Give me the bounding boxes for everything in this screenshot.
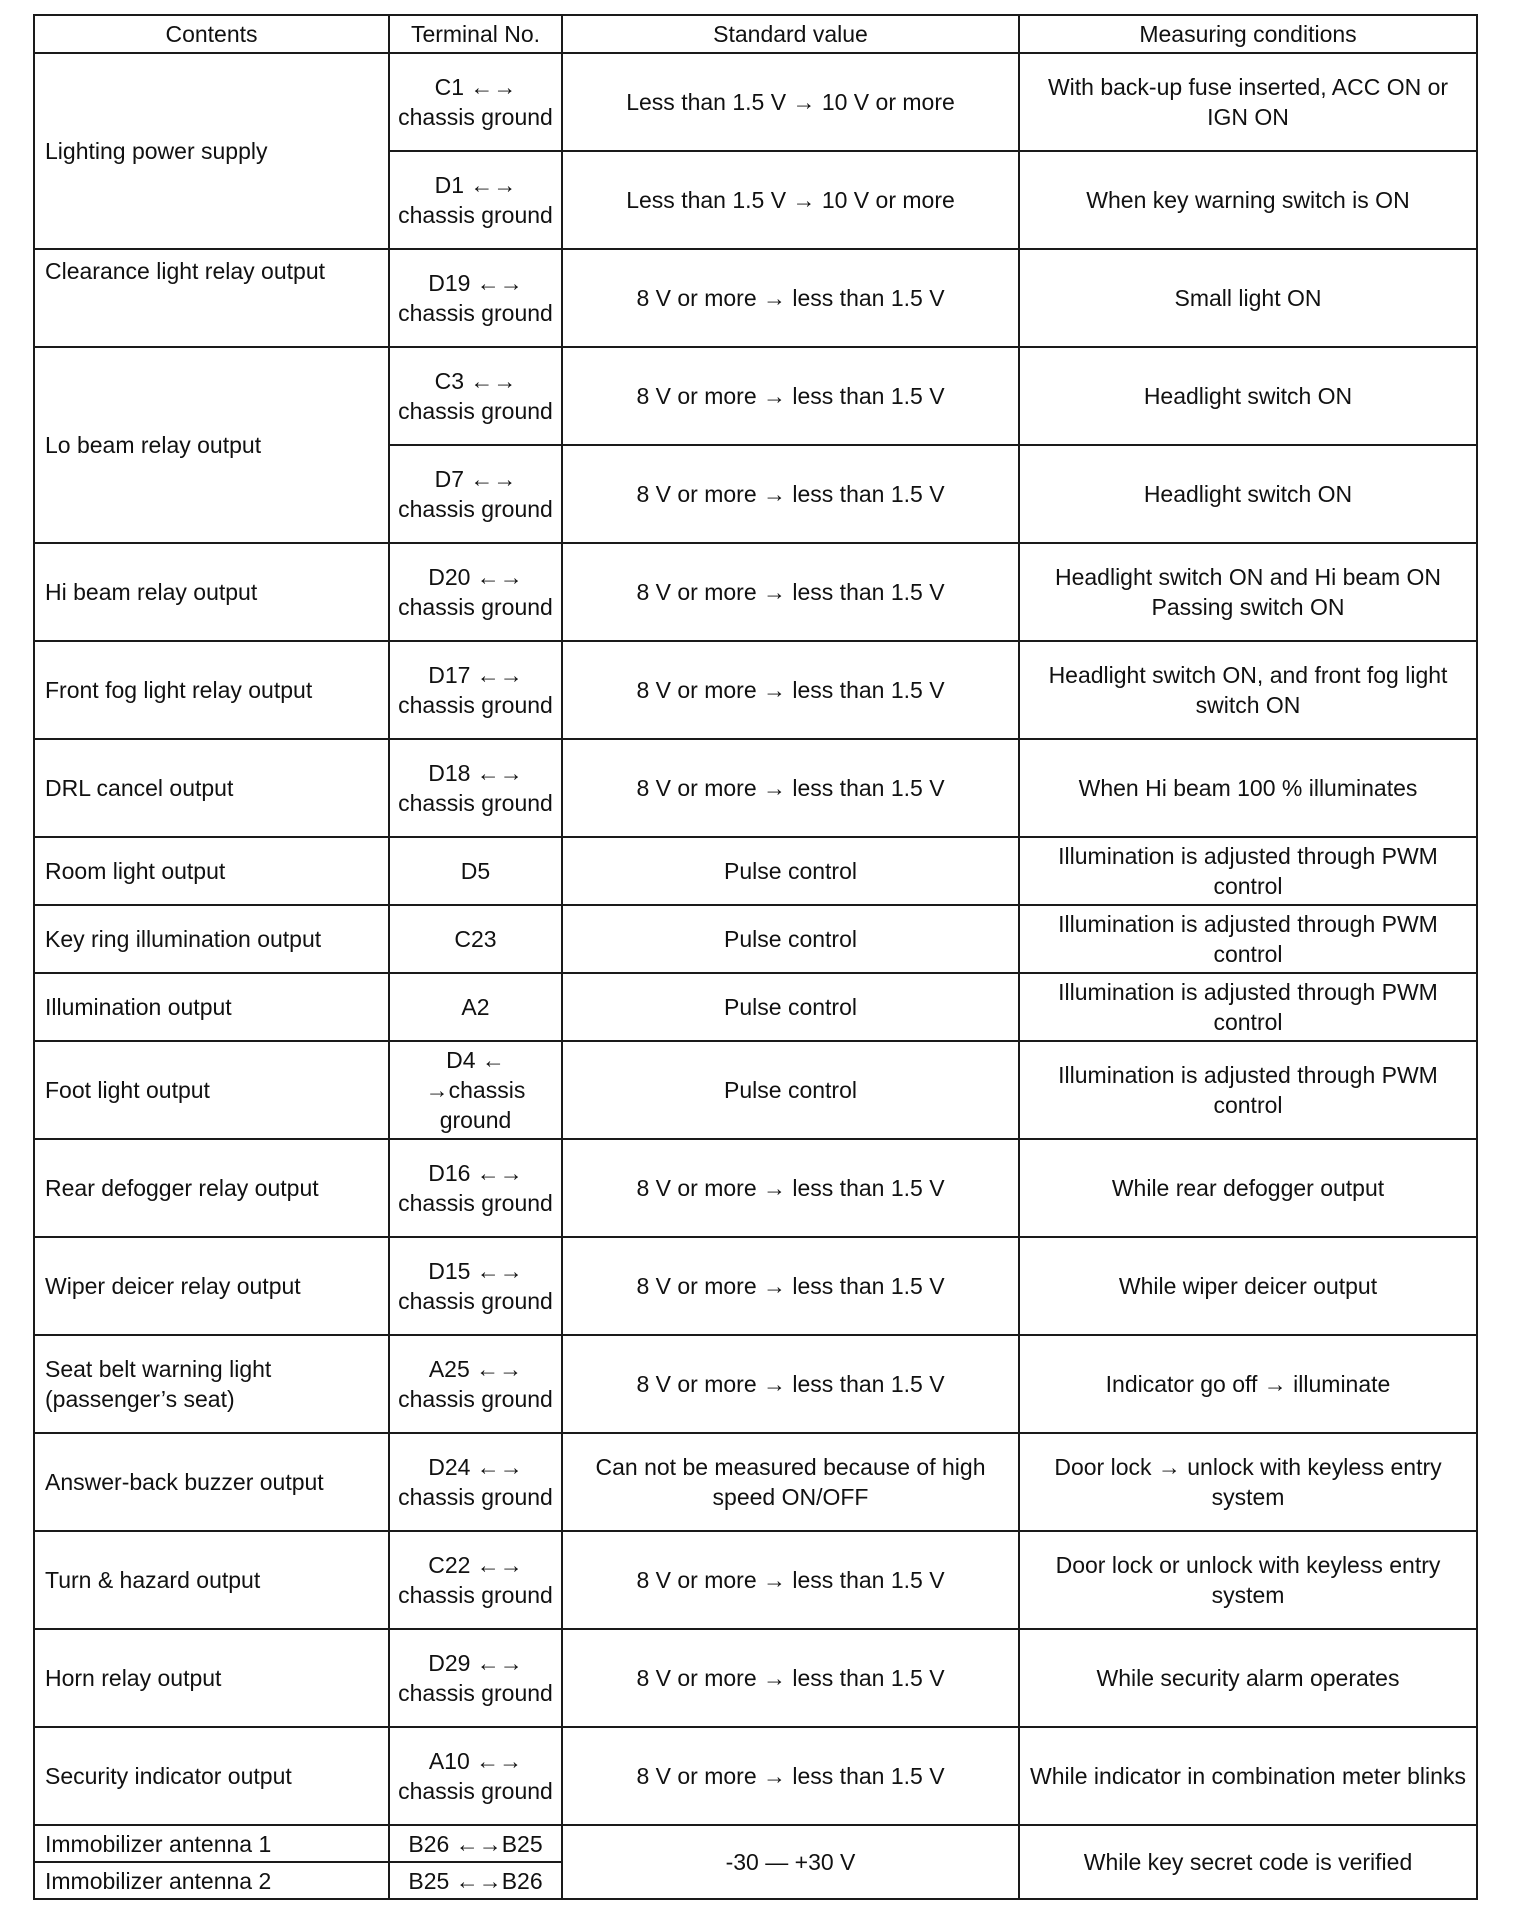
cell-terminal: D20 ←→ chassis ground [389,543,562,641]
cell-contents: Illumination output [34,973,389,1041]
header-terminal: Terminal No. [389,15,562,53]
cell-terminal: D15 ←→ chassis ground [389,1237,562,1335]
cell-contents: Room light output [34,837,389,905]
cell-contents: DRL cancel output [34,739,389,837]
cell-conditions: Headlight switch ON [1019,445,1477,543]
cell-conditions: While security alarm operates [1019,1629,1477,1727]
cell-standard: 8 V or more → less than 1.5 V [562,543,1019,641]
cell-conditions: When key warning switch is ON [1019,151,1477,249]
cell-terminal: D16 ←→ chassis ground [389,1139,562,1237]
cell-contents: Clearance light relay output [34,249,389,347]
cell-standard: 8 V or more → less than 1.5 V [562,1727,1019,1825]
cell-standard: 8 V or more → less than 1.5 V [562,1139,1019,1237]
cell-standard: 8 V or more → less than 1.5 V [562,1237,1019,1335]
cell-conditions: Door lock or unlock with keyless entry system [1019,1531,1477,1629]
cell-standard: 8 V or more → less than 1.5 V [562,347,1019,445]
cell-conditions: Illumination is adjusted through PWM control [1019,973,1477,1041]
table-row [34,1727,1477,1825]
cell-terminal: D19 ←→ chassis ground [389,249,562,347]
cell-standard: Pulse control [562,837,1019,905]
cell-standard: Can not be measured because of high speed ON/OFF [562,1433,1019,1531]
cell-standard: Less than 1.5 V → 10 V or more [562,151,1019,249]
cell-conditions: While wiper deicer output [1019,1237,1477,1335]
table-row [34,641,1477,739]
cell-contents: Foot light output [34,1041,389,1139]
cell-terminal: A25 ←→ chassis ground [389,1335,562,1433]
cell-terminal: D17 ←→ chassis ground [389,641,562,739]
cell-conditions: Headlight switch ON, and front fog light switch ON [1019,641,1477,739]
spec-table [33,14,1478,1900]
cell-terminal: B26 ←→B25 [389,1825,562,1862]
table-row [34,1629,1477,1727]
cell-standard: 8 V or more → less than 1.5 V [562,1335,1019,1433]
cell-terminal: D24 ←→ chassis ground [389,1433,562,1531]
cell-terminal: D4 ← →chassis ground [389,1041,562,1139]
table-row [34,347,1477,445]
cell-contents: Answer-back buzzer output [34,1433,389,1531]
table-row [34,973,1477,1041]
cell-standard: Pulse control [562,1041,1019,1139]
table-row [34,837,1477,905]
cell-contents: Rear defogger relay output [34,1139,389,1237]
table-row [34,1237,1477,1335]
cell-conditions: Indicator go off → illuminate [1019,1335,1477,1433]
cell-conditions: While indicator in combination meter blinks [1019,1727,1477,1825]
cell-standard: Pulse control [562,973,1019,1041]
cell-standard: -30 — +30 V [562,1825,1019,1899]
cell-contents: Lighting power supply [34,53,389,249]
cell-terminal: D5 [389,837,562,905]
cell-contents: Turn & hazard output [34,1531,389,1629]
cell-standard: 8 V or more → less than 1.5 V [562,739,1019,837]
cell-conditions: Illumination is adjusted through PWM control [1019,1041,1477,1139]
table-row [34,1139,1477,1237]
table-row [34,53,1477,151]
table-row [34,543,1477,641]
cell-terminal: A2 [389,973,562,1041]
cell-conditions: When Hi beam 100 % illuminates [1019,739,1477,837]
table-row [34,1335,1477,1433]
cell-terminal: A10 ←→ chassis ground [389,1727,562,1825]
cell-contents: Lo beam relay output [34,347,389,543]
cell-conditions: With back-up fuse inserted, ACC ON or IGN ON [1019,53,1477,151]
header-conditions: Measuring conditions [1019,15,1477,53]
table-row [34,1433,1477,1531]
cell-terminal: B25 ←→B26 [389,1862,562,1899]
cell-conditions: Illumination is adjusted through PWM control [1019,905,1477,973]
header-row [34,15,1477,53]
table-row [34,1041,1477,1139]
table-row [34,739,1477,837]
cell-conditions: Headlight switch ON and Hi beam ON Passing switch ON [1019,543,1477,641]
cell-terminal: D1 ←→ chassis ground [389,151,562,249]
cell-terminal: D7 ←→ chassis ground [389,445,562,543]
cell-contents: Seat belt warning light (passenger’s seat) [34,1335,389,1433]
cell-standard: 8 V or more → less than 1.5 V [562,249,1019,347]
cell-standard: 8 V or more → less than 1.5 V [562,641,1019,739]
table-row [34,1825,1477,1862]
cell-conditions: While key secret code is verified [1019,1825,1477,1899]
cell-contents: Front fog light relay output [34,641,389,739]
cell-contents: Key ring illumination output [34,905,389,973]
cell-terminal: D29 ←→ chassis ground [389,1629,562,1727]
header-standard: Standard value [562,15,1019,53]
cell-contents: Horn relay output [34,1629,389,1727]
cell-contents: Hi beam relay output [34,543,389,641]
table-row [34,249,1477,347]
cell-contents: Security indicator output [34,1727,389,1825]
cell-standard: 8 V or more → less than 1.5 V [562,445,1019,543]
cell-contents: Wiper deicer relay output [34,1237,389,1335]
cell-conditions: Door lock → unlock with keyless entry system [1019,1433,1477,1531]
cell-contents: Immobilizer antenna 1 [34,1825,389,1862]
cell-conditions: While rear defogger output [1019,1139,1477,1237]
cell-terminal: C22 ←→ chassis ground [389,1531,562,1629]
cell-conditions: Headlight switch ON [1019,347,1477,445]
cell-standard: 8 V or more → less than 1.5 V [562,1629,1019,1727]
table-row [34,1531,1477,1629]
cell-terminal: C23 [389,905,562,973]
header-contents: Contents [34,15,389,53]
cell-standard: Less than 1.5 V → 10 V or more [562,53,1019,151]
cell-terminal: D18 ←→ chassis ground [389,739,562,837]
table-row [34,905,1477,973]
cell-standard: 8 V or more → less than 1.5 V [562,1531,1019,1629]
cell-standard: Pulse control [562,905,1019,973]
cell-terminal: C3 ←→ chassis ground [389,347,562,445]
cell-conditions: Illumination is adjusted through PWM control [1019,837,1477,905]
cell-terminal: C1 ←→ chassis ground [389,53,562,151]
cell-contents: Immobilizer antenna 2 [34,1862,389,1899]
cell-conditions: Small light ON [1019,249,1477,347]
